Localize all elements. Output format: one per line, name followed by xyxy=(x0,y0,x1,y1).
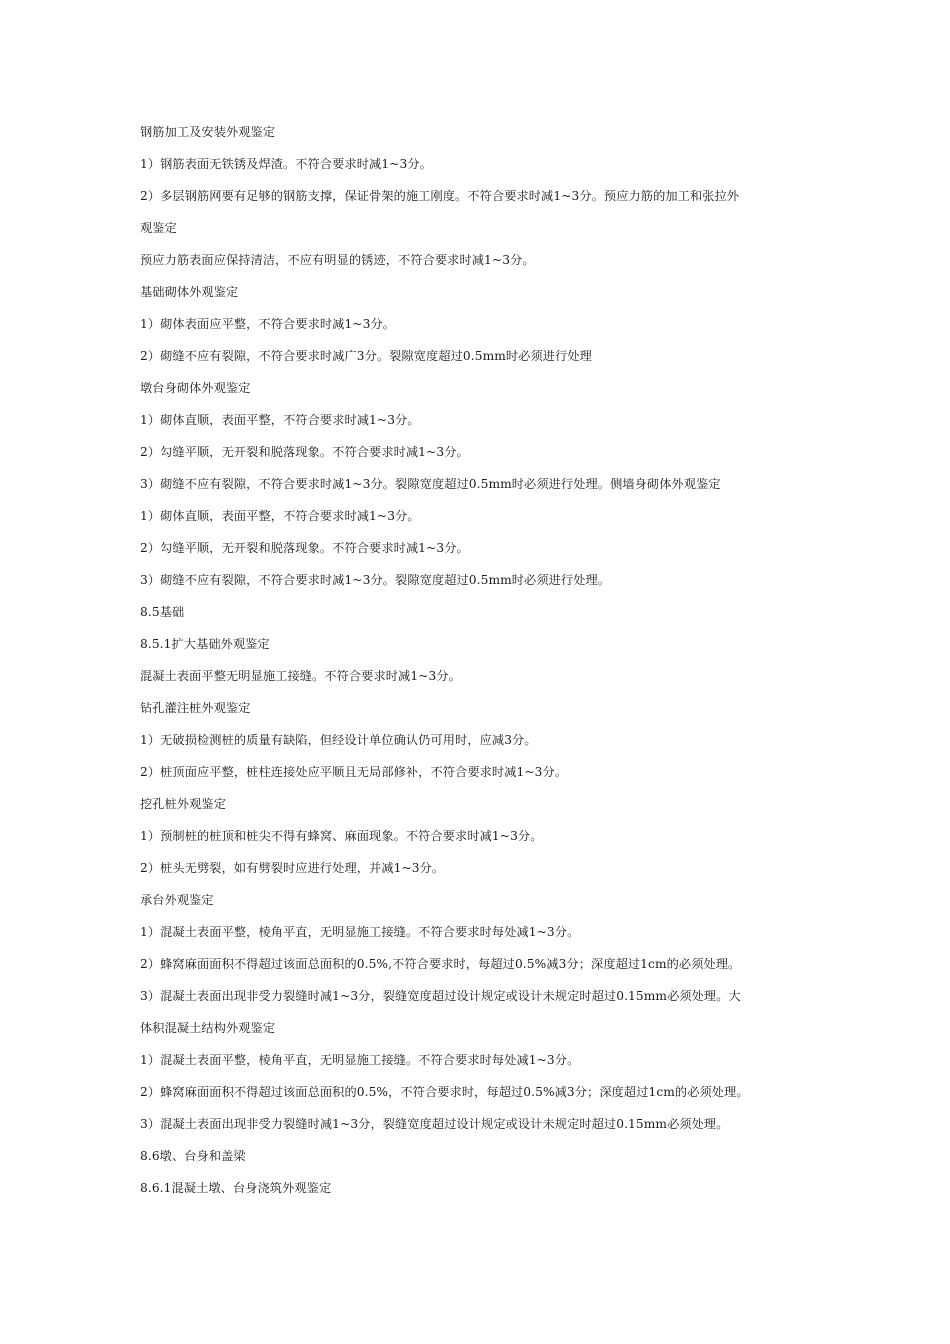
paragraph: 2）蜂窝麻面面积不得超过该面总面积的0.5%，不符合要求时，每超过0.5%减3分；深度超过1cm的必须处理。 xyxy=(140,1085,749,1099)
paragraph: 2）勾缝平顺，无开裂和脱落现象。不符合要求时减1~3分。 xyxy=(140,541,469,555)
paragraph: 体积混凝土结构外观鉴定 xyxy=(140,1021,276,1035)
paragraph: 2）多层钢筋网要有足够的钢筋支撑，保证骨架的施工刚度。不符合要求时减1~3分。预应力筋的加工和张拉外 xyxy=(140,189,740,203)
document-body xyxy=(140,116,820,1204)
paragraph: 2）桩头无劈裂，如有劈裂时应进行处理，并减1~3分。 xyxy=(140,861,445,875)
section-heading: 8.6墩、台身和盖梁 xyxy=(140,1149,246,1163)
section-heading: 挖孔桩外观鉴定 xyxy=(140,797,227,811)
paragraph: 3）混凝土表面出现非受力裂缝时减1~3分，裂缝宽度超过设计规定或设计未规定时超过0.15mm必须处理。大 xyxy=(140,989,741,1003)
section-heading: 钻孔灌注桩外观鉴定 xyxy=(140,701,251,715)
paragraph: 3）砌缝不应有裂隙，不符合要求时减1~3分。裂隙宽度超过0.5mm时必须进行处理。 xyxy=(140,573,611,587)
paragraph: 1）无破损检测桩的质量有缺陷，但经设计单位确认仍可用时，应减3分。 xyxy=(140,733,537,747)
paragraph: 3）混凝土表面出现非受力裂缝时减1~3分，裂缝宽度超过设计规定或设计未规定时超过0.15mm必须处理。 xyxy=(140,1117,729,1131)
paragraph: 3）砌缝不应有裂隙，不符合要求时减1~3分。裂隙宽度超过0.5mm时必须进行处理。侧墙身砌体外观鉴定 xyxy=(140,477,721,491)
paragraph: 2）蜂窝麻面面积不得超过该面总面积的0.5%,不符合要求时，每超过0.5%减3分；深度超过1cm的必须处理。 xyxy=(140,957,741,971)
section-heading: 墩台身砌体外观鉴定 xyxy=(140,381,251,395)
paragraph: 2）桩顶面应平整，桩柱连接处应平顺且无局部修补，不符合要求时减1~3分。 xyxy=(140,765,568,779)
paragraph: 混凝土表面平整无明显施工接缝。不符合要求时减1~3分。 xyxy=(140,669,461,683)
paragraph: 1）钢筋表面无铁锈及焊渣。不符合要求时减1~3分。 xyxy=(140,157,432,171)
paragraph: 2）砌缝不应有裂隙，不符合要求时减广3分。裂隙宽度超过0.5mm时必须进行处理 xyxy=(140,349,592,363)
paragraph: 预应力筋表面应保持清洁，不应有明显的锈迹，不符合要求时减1~3分。 xyxy=(140,253,535,267)
paragraph: 1）砌体表面应平整，不符合要求时减1~3分。 xyxy=(140,317,396,331)
section-heading: 8.6.1混凝土墩、台身浇筑外观鉴定 xyxy=(140,1181,332,1195)
section-heading: 钢筋加工及安装外观鉴定 xyxy=(140,125,276,139)
paragraph: 1）混凝土表面平整，棱角平直，无明显施工接缝。不符合要求时每处减1~3分。 xyxy=(140,1053,580,1067)
section-heading: 8.5.1扩大基础外观鉴定 xyxy=(140,637,270,651)
paragraph: 1）砌体直顺，表面平整，不符合要求时减1~3分。 xyxy=(140,509,420,523)
paragraph: 2）勾缝平顺，无开裂和脱落现象。不符合要求时减1~3分。 xyxy=(140,445,469,459)
section-heading: 8.5基础 xyxy=(140,605,185,619)
paragraph: 1）混凝土表面平整，棱角平直，无明显施工接缝。不符合要求时每处减1~3分。 xyxy=(140,925,580,939)
paragraph: 观鉴定 xyxy=(140,221,177,235)
section-heading: 承台外观鉴定 xyxy=(140,893,214,907)
paragraph: 1）砌体直顺，表面平整，不符合要求时减1~3分。 xyxy=(140,413,420,427)
section-heading: 基础砌体外观鉴定 xyxy=(140,285,239,299)
paragraph: 1）预制桩的桩顶和桩尖不得有蜂窝、麻面现象。不符合要求时减1~3分。 xyxy=(140,829,543,843)
